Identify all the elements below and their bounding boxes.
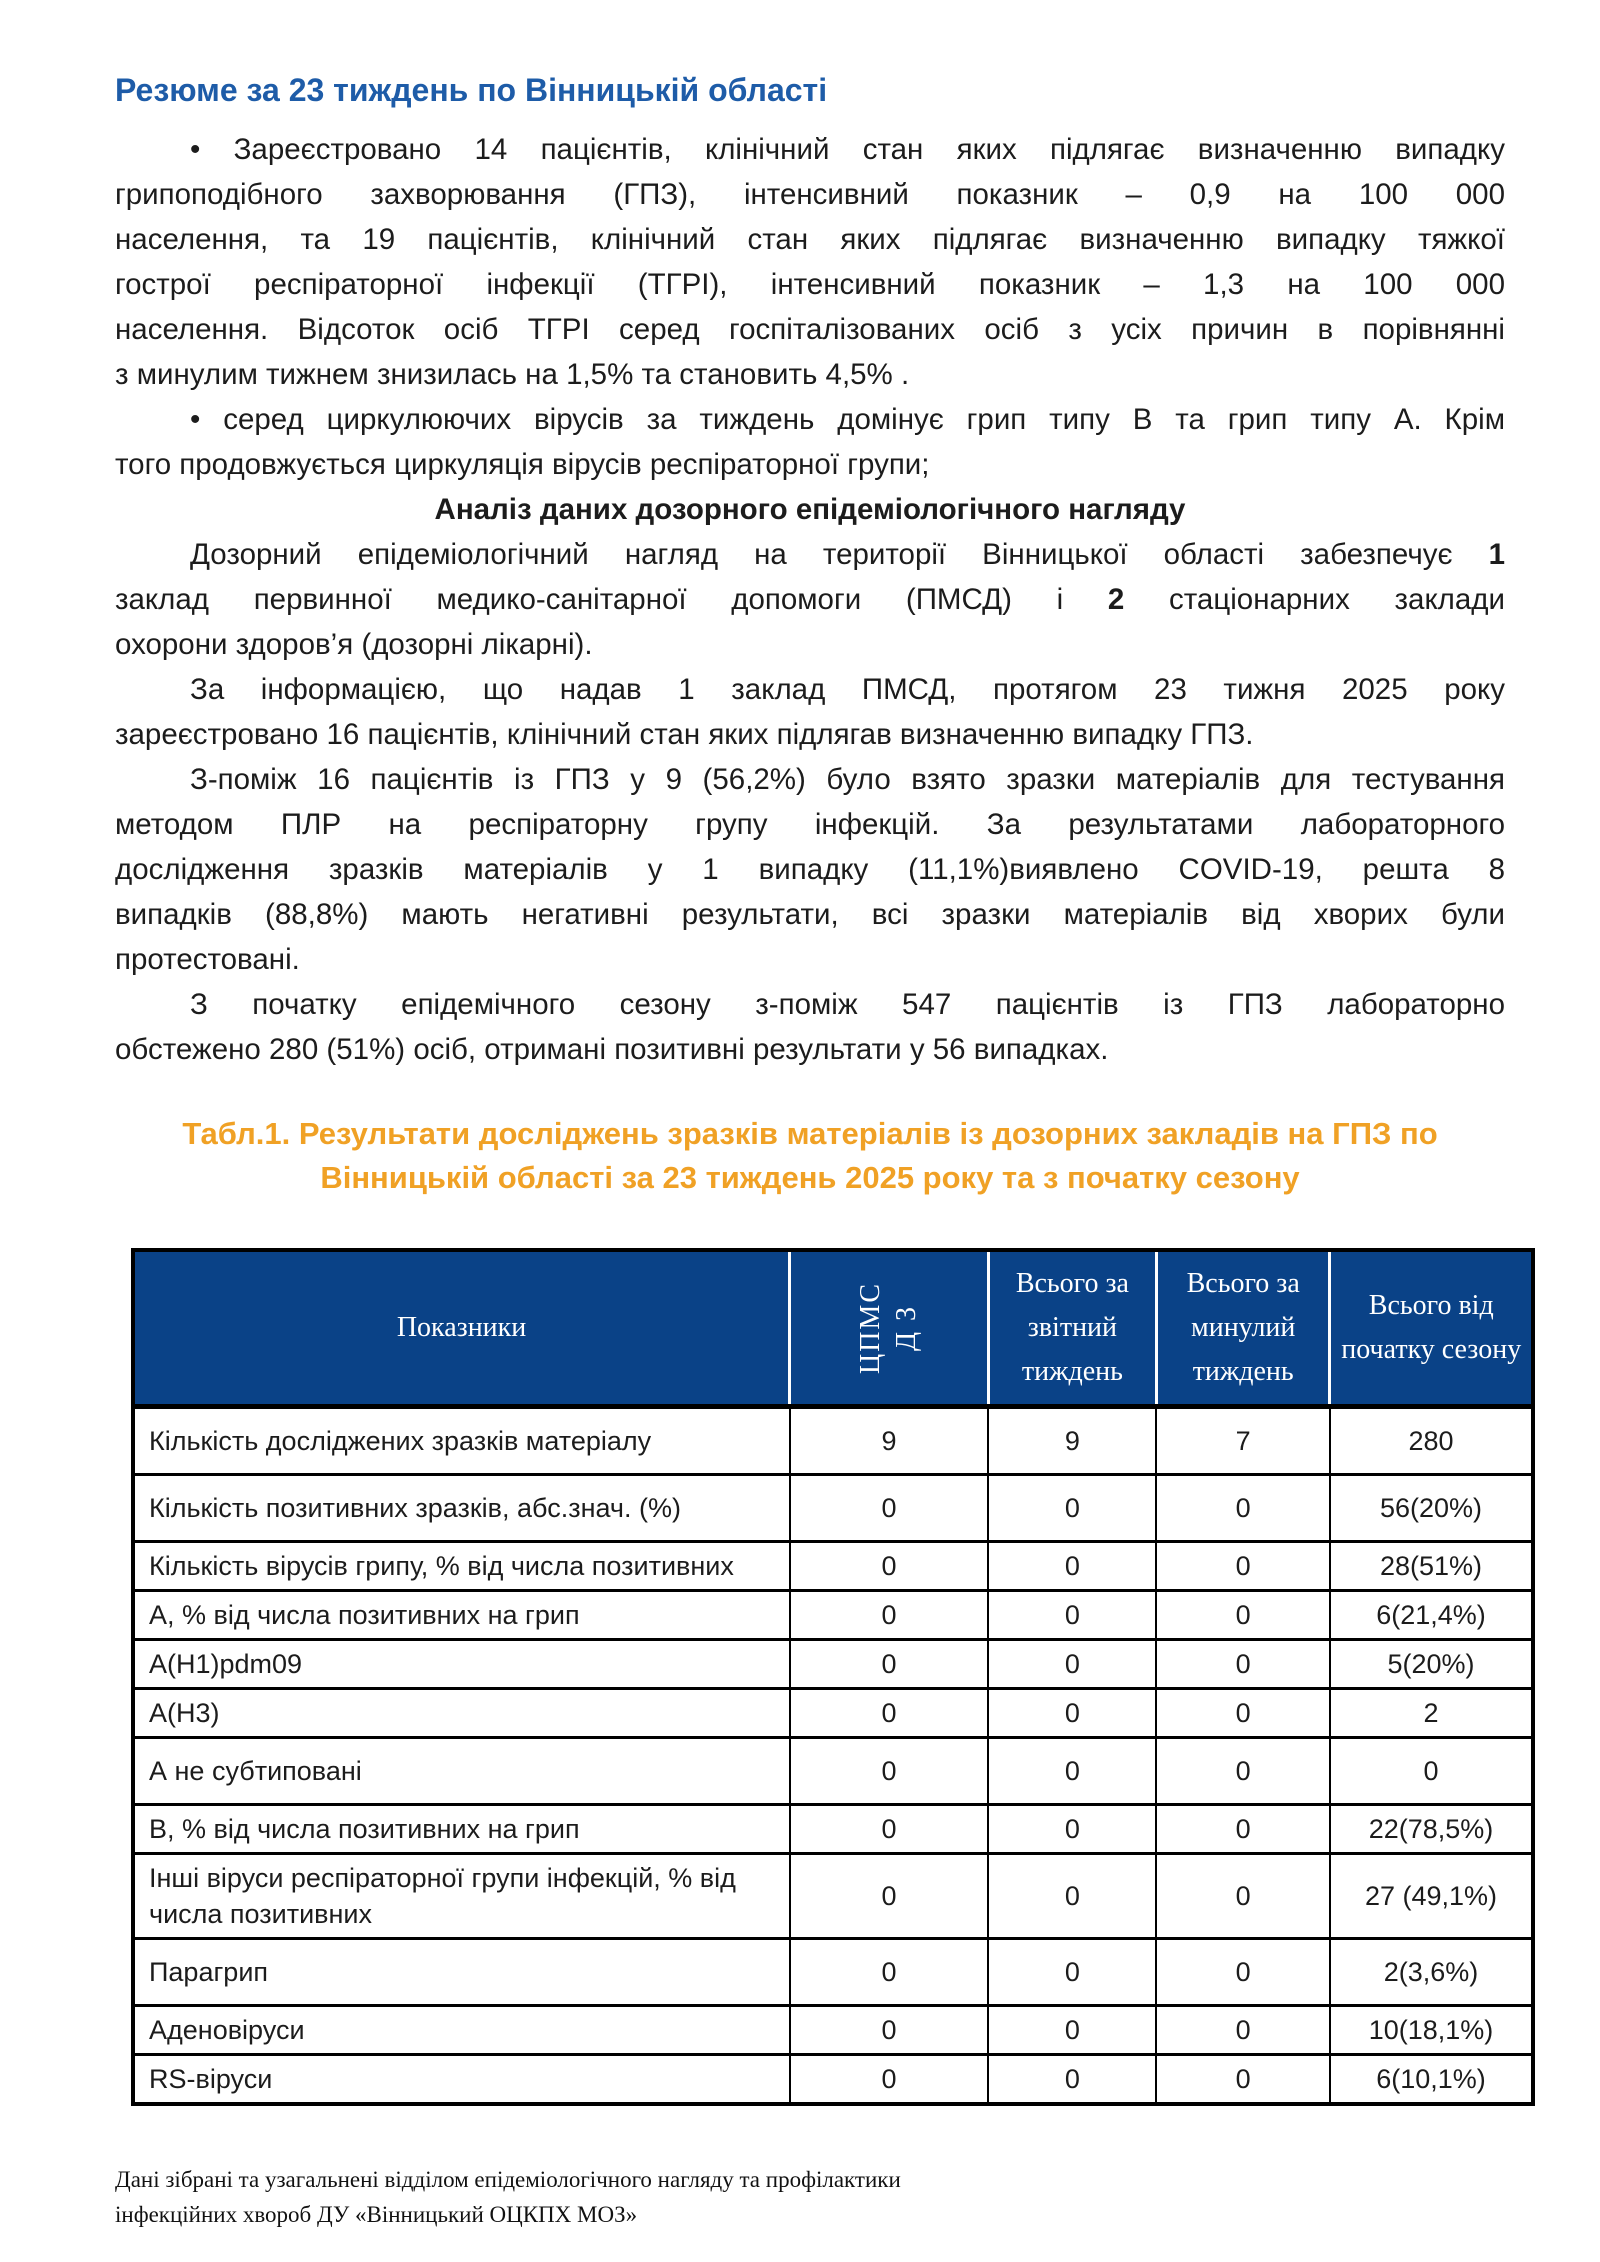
body-paragraph [115,667,1505,757]
row-value: 0 [1156,1591,1330,1640]
table-row [133,1854,1533,1939]
row-value: 6(21,4%) [1330,1591,1533,1640]
text-segment: населення, та 19 пацієнтів, клінічний стан яких підлягає визначенню випадку тяжкої [115,223,1505,256]
row-value: 0 [1156,1939,1330,2006]
row-value: 10(18,1%) [1330,2006,1533,2055]
row-value: 0 [1156,1475,1330,1542]
text-line [115,757,1505,802]
text-segment: 2 [1107,583,1125,616]
text-segment: методом ПЛР на респіраторну групу інфекцій. За результатами лабораторного [115,808,1505,841]
row-value: 22(78,5%) [1330,1805,1533,1854]
text-line [115,262,1505,307]
row-value: 0 [988,1475,1156,1542]
text-segment: • серед циркулюючих вірусів за тиждень домінує грип типу В та грип типу А. Крім [190,403,1505,436]
row-label: RS-віруси [133,2055,790,2105]
table-row [133,1475,1533,1542]
text-segment: За інформацією, що надав 1 заклад ПМСД, протягом 23 тижня 2025 року [190,673,1505,706]
row-value: 0 [988,1591,1156,1640]
section-heading [115,487,1505,532]
row-value: 0 [988,1738,1156,1805]
row-value: 0 [790,2055,989,2105]
row-value: 0 [790,1591,989,1640]
text-line [115,712,1505,757]
row-value: 0 [790,1475,989,1542]
text-line [115,352,1505,397]
vertical-header-line-1: ЦПМС [854,1281,886,1375]
text-segment: Аналіз даних дозорного епідеміологічного нагляду [434,493,1186,526]
row-value: 0 [1156,1854,1330,1939]
table-row [133,1738,1533,1805]
text-line [115,127,1505,172]
row-label: A(H1)pdm09 [133,1640,790,1689]
row-value: 7 [1156,1407,1330,1475]
row-value: 2(3,6%) [1330,1939,1533,2006]
table-row [133,2006,1533,2055]
table-header-row [133,1250,1533,1407]
footnote-line-2: інфекційних хвороб ДУ «Вінницький ОЦКПХ МОЗ» [115,2202,638,2227]
row-label: Парагрип [133,1939,790,2006]
row-value: 9 [988,1407,1156,1475]
text-segment: дослідження зразків матеріалів у 1 випадку (11,1%)виявлено COVID-19, решта 8 [115,853,1505,886]
row-value: 0 [1156,1689,1330,1738]
vertical-header-text [853,1282,925,1374]
table-row [133,1689,1533,1738]
text-segment: стаціонарних заклади [1124,583,1505,616]
text-segment: заклад первинної медико-санітарної допомоги (ПМСД) і [115,583,1108,616]
text-line [115,487,1505,532]
text-line [115,217,1505,262]
table-body [133,1407,1533,2105]
row-value: 0 [790,1854,989,1939]
text-line [115,982,1505,1027]
header-total-previous-week: Всього за минулий тиждень [1156,1250,1330,1407]
vertical-header-wrap [799,1262,979,1394]
row-value: 9 [790,1407,989,1475]
table-caption-line-2: Вінницькій області за 23 тиждень 2025 року та з початку сезону [320,1160,1300,1195]
row-value: 0 [988,1939,1156,2006]
row-value: 0 [988,1640,1156,1689]
document-body [115,127,1505,1072]
header-total-season: Всього від початку сезону [1330,1250,1533,1407]
row-value: 0 [988,1854,1156,1939]
row-label: В, % від числа позитивних на грип [133,1805,790,1854]
row-value: 0 [1156,1640,1330,1689]
row-value: 0 [790,1805,989,1854]
text-segment: населення. Відсоток осіб ТГРІ серед госпіталізованих осіб з усіх причин в порівнянні [115,313,1505,346]
table-row [133,1640,1533,1689]
text-line [115,442,1505,487]
row-value: 0 [1330,1738,1533,1805]
page-title: Резюме за 23 тиждень по Вінницькій області [115,72,828,108]
row-value: 0 [790,1939,989,2006]
text-line [115,937,1505,982]
row-value: 0 [988,1689,1156,1738]
text-segment: обстежено 280 (51%) осіб, отримані позитивні результати у 56 випадках. [115,1033,1109,1066]
footnote-line-1: Дані зібрані та узагальнені відділом епідеміологічного нагляду та профілактики [115,2167,901,2192]
row-value: 0 [790,2006,989,2055]
row-value: 56(20%) [1330,1475,1533,1542]
text-segment: охорони здоров’я (дозорні лікарні). [115,628,593,661]
table-row [133,1542,1533,1591]
text-line [115,307,1505,352]
text-segment: грипоподібного захворювання (ГПЗ), інтенсивний показник – 0,9 на 100 000 [115,178,1505,211]
results-table [131,1248,1535,2106]
body-paragraph [115,127,1505,397]
table-caption-line-1: Табл.1. Результати досліджень зразків матеріалів із дозорних закладів на ГПЗ по [182,1116,1438,1151]
body-paragraph [115,532,1505,667]
row-value: 27 (49,1%) [1330,1854,1533,1939]
row-value: 6(10,1%) [1330,2055,1533,2105]
text-segment: з минулим тижнем знизилась на 1,5% та становить 4,5% . [115,358,910,391]
text-line [115,532,1505,577]
body-paragraph [115,982,1505,1072]
table-row [133,1407,1533,1475]
row-value: 0 [988,2006,1156,2055]
text-segment: Дозорний епідеміологічний нагляд на території Вінницької області забезпечує [190,538,1489,571]
text-segment: зареєстровано 16 пацієнтів, клінічний стан яких підлягав визначенню випадку ГПЗ. [115,718,1254,751]
row-label: Кількість позитивних зразків, абс.знач. (%) [133,1475,790,1542]
text-segment: того продовжується циркуляція вірусів респіраторної групи; [115,448,930,481]
header-indicators: Показники [133,1250,790,1407]
footnote [115,2162,1505,2232]
text-line [115,577,1505,622]
row-value: 280 [1330,1407,1533,1475]
header-total-report-week: Всього за звітний тиждень [988,1250,1156,1407]
row-label: А, % від числа позитивних на грип [133,1591,790,1640]
text-line [115,847,1505,892]
row-value: 0 [1156,1805,1330,1854]
row-value: 2 [1330,1689,1533,1738]
row-value: 0 [1156,1738,1330,1805]
table-caption [115,1112,1505,1200]
row-value: 0 [790,1542,989,1591]
text-segment: протестовані. [115,943,300,976]
table-row [133,2055,1533,2105]
row-label: Інші віруси респіраторної групи інфекцій, % від числа позитивних [133,1854,790,1939]
text-segment: З-поміж 16 пацієнтів із ГПЗ у 9 (56,2%) було взято зразки матеріалів для тестування [190,763,1505,796]
text-line [115,622,1505,667]
row-value: 0 [790,1640,989,1689]
header-cpmsd [790,1250,989,1407]
row-value: 5(20%) [1330,1640,1533,1689]
text-line [115,892,1505,937]
text-segment: • Зареєстровано 14 пацієнтів, клінічний стан яких підлягає визначенню випадку [190,133,1505,166]
text-segment: 1 [1488,538,1505,571]
row-value: 0 [988,1805,1156,1854]
text-line [115,667,1505,712]
row-label: A(H3) [133,1689,790,1738]
row-value: 0 [790,1738,989,1805]
row-value: 0 [790,1689,989,1738]
text-line [115,397,1505,442]
table-row [133,1939,1533,2006]
table-row [133,1805,1533,1854]
text-segment: гострої респіраторної інфекції (ТГРІ), інтенсивний показник – 1,3 на 100 000 [115,268,1505,301]
row-value: 0 [1156,1542,1330,1591]
row-label: Кількість досліджених зразків матеріалу [133,1407,790,1475]
row-label: Кількість вірусів грипу, % від числа позитивних [133,1542,790,1591]
row-value: 28(51%) [1330,1542,1533,1591]
body-paragraph [115,397,1505,487]
text-line [115,172,1505,217]
row-value: 0 [1156,2006,1330,2055]
text-segment: випадків (88,8%) мають негативні результати, всі зразки матеріалів від хворих були [115,898,1505,931]
row-value: 0 [1156,2055,1330,2105]
row-label: Аденовіруси [133,2006,790,2055]
table-row [133,1591,1533,1640]
row-value: 0 [988,1542,1156,1591]
body-paragraph [115,757,1505,982]
text-segment: З початку епідемічного сезону з-поміж 547 пацієнтів із ГПЗ лабораторно [190,988,1505,1021]
text-line [115,802,1505,847]
text-line [115,1027,1505,1072]
row-label: А не субтиповані [133,1738,790,1805]
vertical-header-line-2: Д 3 [890,1304,922,1352]
row-value: 0 [988,2055,1156,2105]
